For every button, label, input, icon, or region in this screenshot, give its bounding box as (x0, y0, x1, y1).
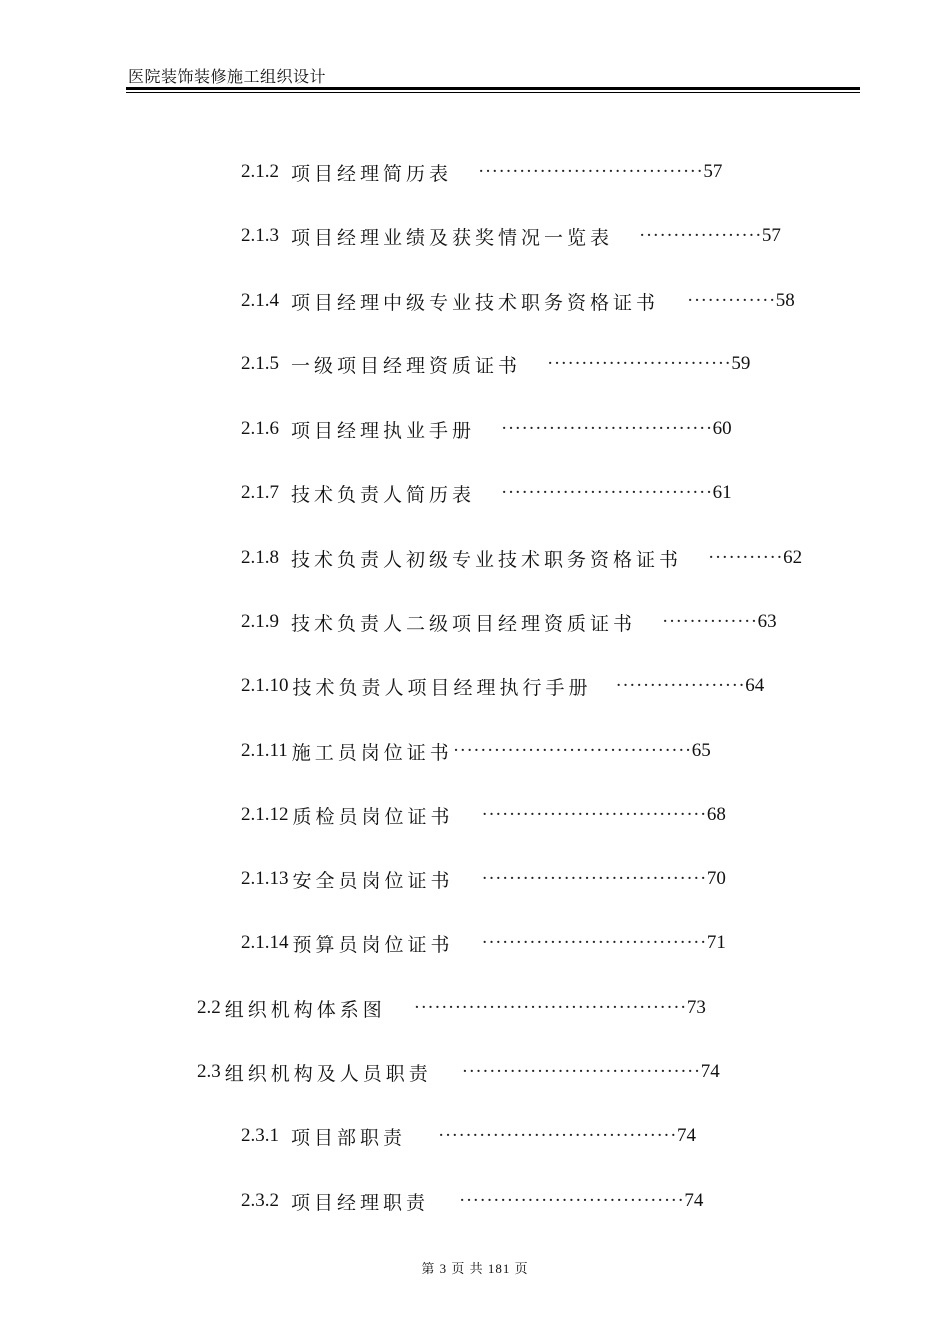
toc-number: 2.1.14 (241, 932, 289, 953)
toc-number: 2.3.2 (241, 1190, 279, 1211)
page-footer: 第 3 页 共 181 页 (421, 1261, 529, 1276)
toc-page-number: 74 (676, 1125, 696, 1146)
toc-page-number: 58 (775, 290, 795, 311)
toc-leader-dots: ································· (481, 932, 707, 953)
toc-title: 组织机构体系图 (224, 998, 386, 1021)
toc-title: 项目部职责 (291, 1126, 407, 1149)
toc-leader-dots: ··································· (452, 740, 692, 761)
toc-number: 2.1.4 (241, 290, 279, 311)
toc-page-number: 68 (706, 804, 726, 825)
toc-entry[interactable] (241, 607, 777, 637)
toc-page-number: 57 (703, 161, 723, 182)
toc-page-number: 73 (686, 997, 706, 1018)
toc-page-number: 70 (706, 868, 726, 889)
toc-entry[interactable] (241, 1121, 696, 1151)
toc-title: 质检员岗位证书 (292, 805, 454, 828)
toc-leader-dots: ··································· (438, 1125, 677, 1146)
toc-leader-dots: ································· (481, 868, 707, 889)
toc-entry[interactable] (241, 800, 726, 830)
toc-number: 2.1.2 (241, 161, 279, 182)
toc-number: 2.3 (197, 1061, 221, 1082)
toc-number: 2.1.5 (241, 353, 279, 374)
toc-page-number: 62 (783, 547, 803, 568)
toc-number: 2.1.7 (241, 482, 279, 503)
toc-page-number: 61 (712, 482, 732, 503)
toc-leader-dots: ·················· (639, 225, 762, 246)
toc-title: 项目经理中级专业技术职务资格证书 (291, 291, 660, 314)
toc-leader-dots: ································· (478, 161, 704, 182)
toc-number: 2.1.12 (241, 804, 289, 825)
toc-page-number: 74 (684, 1190, 704, 1211)
toc-entry[interactable] (197, 1057, 720, 1087)
toc-title: 项目经理简历表 (291, 162, 453, 185)
toc-number: 2.1.13 (241, 868, 289, 889)
toc-page-number: 59 (731, 353, 751, 374)
toc-page-number: 65 (691, 740, 711, 761)
toc-page-number: 64 (745, 675, 765, 696)
toc-leader-dots: ································· (481, 804, 707, 825)
toc-title: 安全员岗位证书 (292, 869, 454, 892)
toc-page-number: 57 (761, 225, 781, 246)
toc-leader-dots: ······························· (501, 418, 713, 439)
toc-entry[interactable] (241, 478, 732, 508)
toc-title: 项目经理业绩及获奖情况一览表 (291, 226, 614, 249)
toc-entry[interactable] (241, 1186, 703, 1216)
toc-number: 2.1.10 (241, 675, 289, 696)
toc-entry[interactable] (241, 543, 802, 573)
toc-title: 技术负责人简历表 (291, 483, 476, 506)
toc-title: 项目经理执业手册 (291, 419, 476, 442)
toc-number: 2.1.3 (241, 225, 279, 246)
toc-entry[interactable] (241, 864, 726, 894)
toc-entry[interactable] (241, 671, 764, 701)
toc-title: 技术负责人项目经理执行手册 (292, 676, 592, 699)
header-title: 医院装饰装修施工组织设计 (128, 67, 327, 86)
toc-number: 2.1.8 (241, 547, 279, 568)
toc-leader-dots: ············· (687, 290, 776, 311)
toc-leader-dots: ········································ (413, 997, 687, 1018)
toc-title: 技术负责人初级专业技术职务资格证书 (291, 548, 683, 571)
toc-number: 2.3.1 (241, 1125, 279, 1146)
toc-leader-dots: ··························· (547, 353, 732, 374)
toc-title: 施工员岗位证书 (291, 741, 453, 764)
toc-title: 预算员岗位证书 (292, 933, 454, 956)
toc-number: 2.1.9 (241, 611, 279, 632)
toc-entry[interactable] (241, 221, 781, 251)
toc-number: 2.1.11 (241, 740, 288, 761)
toc-leader-dots: ······························· (501, 482, 713, 503)
toc-leader-dots: ··································· (461, 1061, 701, 1082)
toc-leader-dots: ··················· (615, 675, 746, 696)
toc-leader-dots: ·············· (662, 611, 758, 632)
toc-number: 2.2 (197, 997, 221, 1018)
toc-title: 项目经理职责 (291, 1191, 430, 1214)
toc-leader-dots: ··········· (708, 547, 784, 568)
toc-number: 2.1.6 (241, 418, 279, 439)
toc-page-number: 60 (712, 418, 732, 439)
toc-title: 组织机构及人员职责 (224, 1062, 432, 1085)
toc-page-number: 63 (757, 611, 777, 632)
toc-entry[interactable] (197, 993, 706, 1023)
toc-entry[interactable] (241, 414, 732, 444)
toc-entry[interactable] (241, 736, 711, 766)
toc-entry[interactable] (241, 286, 795, 316)
toc-entry[interactable] (241, 157, 722, 187)
toc-leader-dots: ································· (459, 1190, 685, 1211)
toc-entry[interactable] (241, 349, 750, 379)
toc-title: 一级项目经理资质证书 (291, 354, 522, 377)
toc-page-number: 74 (700, 1061, 720, 1082)
toc-entry[interactable] (241, 928, 726, 958)
toc-title: 技术负责人二级项目经理资质证书 (291, 612, 637, 635)
toc-page-number: 71 (706, 932, 726, 953)
